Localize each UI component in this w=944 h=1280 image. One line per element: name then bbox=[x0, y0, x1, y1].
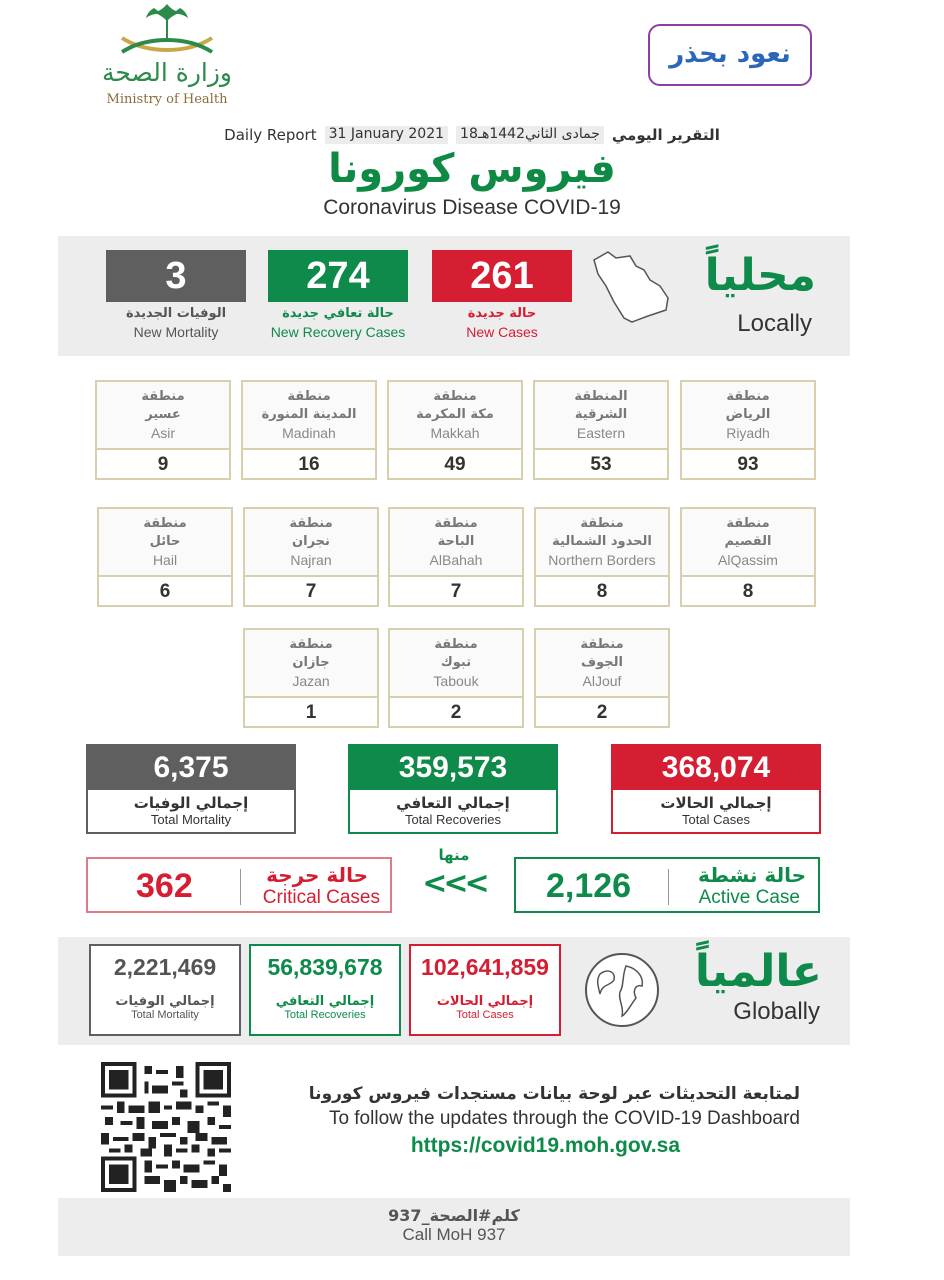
region-name-en: AlJouf bbox=[582, 673, 622, 689]
global-cases-label-en: Total Cases bbox=[456, 1009, 514, 1021]
region-value: 7 bbox=[450, 581, 462, 602]
region-prefix-ar: منطقة bbox=[580, 516, 624, 531]
global-recoveries-value: 56,839,678 bbox=[267, 954, 383, 980]
region-prefix-ar: منطقة bbox=[434, 516, 478, 531]
locally-title-en: Locally bbox=[737, 310, 812, 337]
region-name-en: Jazan bbox=[292, 673, 330, 689]
region-value: 16 bbox=[298, 454, 320, 475]
new-mortality-label-ar: الوفيات الجديدة bbox=[125, 306, 227, 321]
moh-name-english: Ministry of Health bbox=[106, 92, 228, 107]
region-box-jazan bbox=[243, 628, 379, 728]
region-header bbox=[536, 509, 668, 577]
region-name-ar: تبوك bbox=[440, 655, 472, 670]
global-mortality-label-ar: إجمالي الوفيات bbox=[115, 994, 215, 1009]
active-case-value: 2,126 bbox=[546, 867, 632, 905]
new-mortality-label-en: New Mortality bbox=[133, 324, 219, 340]
total-mortality-label-ar: إجمالي الوفيات bbox=[133, 794, 249, 812]
new-mortality-value: 3 bbox=[106, 250, 246, 302]
region-name-en: AlBahah bbox=[429, 552, 483, 568]
region-prefix-ar: منطقة bbox=[434, 637, 478, 652]
region-name-ar: الشرقية bbox=[574, 407, 628, 422]
region-value: 49 bbox=[444, 454, 466, 475]
region-name-ar: القصيم bbox=[724, 534, 772, 549]
region-header bbox=[390, 509, 522, 577]
total-mortality-label-en: Total Mortality bbox=[150, 812, 232, 827]
daily-report-line bbox=[200, 126, 744, 144]
critical-cases-label-en: Critical Cases bbox=[262, 887, 380, 908]
region-name-en: Makkah bbox=[430, 425, 480, 441]
call-bar bbox=[58, 1198, 850, 1256]
region-name-ar: الحدود الشمالية bbox=[552, 534, 652, 549]
region-header bbox=[243, 382, 375, 450]
region-name-en: AlQassim bbox=[718, 552, 778, 568]
region-name-en: Riyadh bbox=[726, 425, 770, 441]
global-recoveries-box bbox=[249, 944, 401, 1036]
global-cases-value: 102,641,859 bbox=[421, 954, 549, 980]
region-name-ar: نجران bbox=[292, 534, 330, 549]
region-value: 7 bbox=[305, 581, 317, 602]
region-name-en: Asir bbox=[150, 425, 176, 441]
region-name-en: Najran bbox=[290, 552, 332, 568]
total-recoveries-label-ar: إجمالي التعافي bbox=[396, 794, 510, 812]
region-name-ar: الجوف bbox=[581, 655, 623, 670]
region-value: 1 bbox=[305, 702, 317, 723]
total-cases-label-en: Total Cases bbox=[682, 812, 750, 827]
gregorian-date: 31 January 2021 bbox=[325, 126, 448, 144]
region-value: 53 bbox=[590, 454, 612, 475]
region-header bbox=[682, 382, 814, 450]
region-name-en: Hail bbox=[152, 552, 178, 568]
region-name-ar: جازان bbox=[292, 655, 330, 670]
region-name-en: Northern Borders bbox=[548, 552, 656, 568]
global-cases-label-ar: إجمالي الحالات bbox=[436, 994, 534, 1009]
total-mortality-box bbox=[86, 744, 296, 834]
locally-title-ar: محلياً bbox=[704, 250, 816, 301]
new-cases-label-ar: حالة جديدة bbox=[467, 306, 537, 321]
critical-cases-box bbox=[86, 857, 392, 913]
region-header bbox=[536, 630, 668, 698]
region-name-ar: الباحة bbox=[437, 534, 475, 549]
title-english: Coronavirus Disease COVID-19 bbox=[323, 196, 621, 219]
arrows-icon: <<< bbox=[422, 866, 486, 901]
region-value: 2 bbox=[596, 702, 608, 723]
daily-report-en: Daily Report bbox=[224, 126, 317, 144]
region-value: 9 bbox=[157, 454, 169, 475]
region-header bbox=[97, 382, 229, 450]
global-mortality-label-en: Total Mortality bbox=[131, 1009, 199, 1021]
follow-text-ar: لمتابعة التحديثات عبر لوحة بيانات مستجدات فيروس كورونا bbox=[308, 1084, 800, 1104]
new-recovery-label-ar: حالة تعافي جديدة bbox=[282, 306, 394, 321]
region-prefix-ar: منطقة bbox=[726, 389, 770, 404]
region-value: 8 bbox=[742, 581, 754, 602]
critical-cases-value: 362 bbox=[136, 867, 193, 905]
region-value: 8 bbox=[596, 581, 608, 602]
critical-cases-label-ar: حالة حرجة bbox=[266, 863, 368, 887]
total-cases-label-ar: إجمالي الحالات bbox=[660, 794, 772, 812]
campaign-text: نعود بحذر bbox=[669, 39, 791, 69]
region-box-hail bbox=[97, 507, 233, 607]
region-name-en: Madinah bbox=[282, 425, 336, 441]
region-prefix-ar: منطقة bbox=[726, 516, 770, 531]
total-mortality-value: 6,375 bbox=[88, 746, 294, 790]
region-prefix-ar: المنطقة bbox=[574, 389, 628, 404]
of-which-label: منها bbox=[438, 846, 470, 864]
region-header bbox=[682, 509, 814, 577]
new-recovery-label-en: New Recovery Cases bbox=[270, 324, 406, 340]
region-header bbox=[389, 382, 521, 450]
region-box-riyadh bbox=[680, 380, 816, 480]
global-mortality-value: 2,221,469 bbox=[113, 954, 217, 980]
region-value: 93 bbox=[737, 454, 759, 475]
total-cases-box bbox=[611, 744, 821, 834]
region-prefix-ar: منطقة bbox=[143, 516, 187, 531]
hijri-date: 18جمادى الثاني1442هـ bbox=[456, 126, 604, 144]
call-en: Call MoH 937 bbox=[402, 1225, 506, 1244]
region-prefix-ar: منطقة bbox=[141, 389, 185, 404]
region-value: 6 bbox=[159, 581, 171, 602]
region-name-ar: حائل bbox=[149, 534, 181, 549]
region-header bbox=[99, 509, 231, 577]
global-recoveries-label-ar: إجمالي التعافي bbox=[275, 994, 375, 1009]
region-name-en: Eastern bbox=[576, 425, 626, 441]
dashboard-link[interactable]: https://covid19.moh.gov.sa bbox=[410, 1134, 680, 1157]
global-cases-box bbox=[409, 944, 561, 1036]
globally-title-ar: عالمياً bbox=[694, 946, 822, 997]
active-case-label-ar: حالة نشطة bbox=[698, 863, 806, 887]
global-mortality-box bbox=[89, 944, 241, 1036]
qr-code[interactable] bbox=[100, 1062, 232, 1192]
new-cases-value: 261 bbox=[432, 250, 572, 302]
total-cases-value: 368,074 bbox=[613, 746, 819, 790]
region-box-northern-borders bbox=[534, 507, 670, 607]
region-header bbox=[390, 630, 522, 698]
active-case-box bbox=[514, 857, 820, 913]
region-prefix-ar: منطقة bbox=[580, 637, 624, 652]
total-recoveries-value: 359,573 bbox=[350, 746, 556, 790]
globally-title-en: Globally bbox=[733, 998, 820, 1025]
region-box-makkah bbox=[387, 380, 523, 480]
campaign-logo bbox=[648, 24, 812, 86]
new-recovery-value: 274 bbox=[268, 250, 408, 302]
total-recoveries-label-en: Total Recoveries bbox=[404, 812, 502, 827]
region-prefix-ar: منطقة bbox=[289, 516, 333, 531]
region-name-ar: عسير bbox=[145, 407, 181, 422]
region-box-alqassim bbox=[680, 507, 816, 607]
follow-text-en: To follow the updates through the COVID-19 Dashboard bbox=[328, 1108, 800, 1129]
region-box-aljouf bbox=[534, 628, 670, 728]
new-cases-label-en: New Cases bbox=[466, 324, 538, 340]
region-box-eastern bbox=[533, 380, 669, 480]
region-box-najran bbox=[243, 507, 379, 607]
region-header bbox=[245, 509, 377, 577]
call-ar: كلم#الصحة_937 bbox=[388, 1206, 520, 1225]
moh-name-arabic: وزارة الصحة bbox=[102, 58, 232, 87]
region-name-ar: الرياض bbox=[725, 407, 771, 422]
region-box-madinah bbox=[241, 380, 377, 480]
region-prefix-ar: منطقة bbox=[289, 637, 333, 652]
total-recoveries-box bbox=[348, 744, 558, 834]
active-case-label-en: Active Case bbox=[698, 887, 800, 908]
region-box-asir bbox=[95, 380, 231, 480]
global-recoveries-label-en: Total Recoveries bbox=[284, 1009, 366, 1021]
region-name-en: Tabouk bbox=[433, 673, 479, 689]
daily-report-ar: التقرير اليومي bbox=[611, 126, 720, 144]
region-header bbox=[245, 630, 377, 698]
region-prefix-ar: منطقة bbox=[433, 389, 477, 404]
region-header bbox=[535, 382, 667, 450]
region-prefix-ar: منطقة bbox=[287, 389, 331, 404]
title-arabic: فيروس كورونا bbox=[328, 146, 616, 192]
region-box-tabouk bbox=[388, 628, 524, 728]
region-name-ar: مكة المكرمة bbox=[416, 407, 494, 422]
region-value: 2 bbox=[450, 702, 462, 723]
region-name-ar: المدينة المنورة bbox=[261, 407, 357, 422]
region-box-albahah bbox=[388, 507, 524, 607]
